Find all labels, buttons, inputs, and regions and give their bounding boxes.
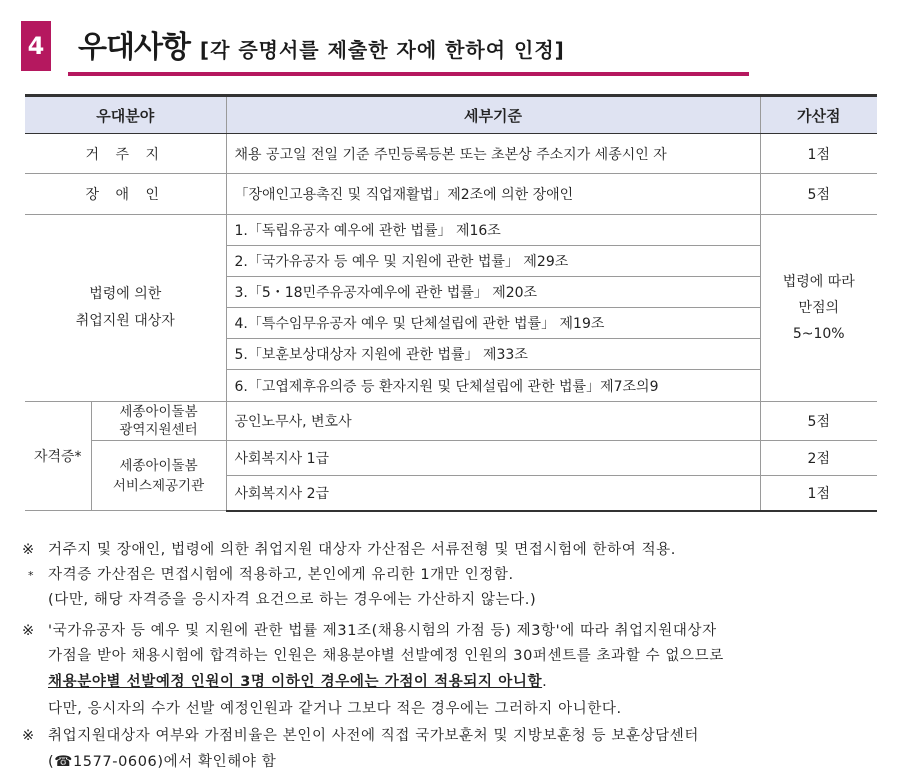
section-title: [78, 22, 565, 66]
certificate-category: 자격증*: [25, 402, 91, 511]
note-1: [22, 538, 676, 559]
law-item-6: 6.「고엽제후유의증 등 환자지원 및 단체설립에 관한 법률」제7조의9: [226, 370, 760, 402]
residence-criteria: 채용 공고일 전일 기준 주민등록등본 또는 초본상 주소지가 세종시인 자: [226, 134, 760, 174]
preference-table: [25, 94, 877, 512]
employment-points-line2: 만점의: [798, 300, 840, 316]
center1-criteria: 공인노무사, 변호사: [226, 402, 760, 441]
table-row: [25, 174, 877, 215]
note-4-mark: ※: [22, 728, 35, 744]
law-item-5: 5.「보훈보상대상자 지원에 관한 법률」 제33조: [226, 339, 760, 370]
header-criteria: 세부기준: [226, 96, 760, 134]
note-3c-bold: 채용분야별 선발예정 인원이 3명 이하인 경우에는 가점이 적용되지 아니함: [48, 674, 543, 690]
table-row: [25, 402, 877, 441]
note-2-text: 자격증 가산점은 면접시험에 적용하고, 본인에게 유리한 1개만 인정함.: [48, 567, 514, 583]
employment-support-category-line1: 법령에 의한: [89, 286, 162, 302]
note-4-text: 취업지원대상자 여부와 가점비율은 본인이 사전에 직접 국가보훈처 및 지방보훈청 등 보훈상담센터: [48, 728, 699, 744]
center1-line1: 세종아이돌봄: [119, 404, 198, 420]
note-3c: [48, 670, 547, 691]
center2-line1: 세종아이돌봄: [119, 457, 198, 474]
employment-support-category: [25, 215, 226, 402]
employment-support-points: [760, 215, 877, 402]
disabled-criteria: 「장애인고용촉진 및 직업재활법」제2조에 의한 장애인: [226, 174, 760, 215]
section-title-subtitle: [각 증명서를 제출한 자에 한하여 인정]: [199, 38, 565, 62]
note-2b: (다만, 해당 자격증을 응시자격 요건으로 하는 경우에는 가산하지 않는다.): [48, 592, 537, 608]
employment-points-line3: 5~10%: [792, 326, 845, 342]
law-item-2: 2.「국가유공자 등 예우 및 지원에 관한 법률」 제29조: [226, 246, 760, 277]
note-3d: 다만, 응시자의 수가 선발 예정인원과 같거나 그보다 적은 경우에는 그러하지 아니한다.: [48, 701, 622, 717]
note-3-mark: ※: [22, 623, 35, 639]
law-item-3: 3.「5・18민주유공자예우에 관한 법률」 제20조: [226, 277, 760, 308]
center2-row2-points: 1점: [760, 476, 877, 511]
note-3b: 가점을 받아 채용시험에 합격하는 인원은 채용분야별 선발예정 인원의 30퍼센트를 초과할 수 없으므로: [48, 648, 724, 664]
note-3-text: '국가유공자 등 예우 및 지원에 관한 법률 제31조(채용시험의 가점 등) 제3항'에 따라 취업지원대상자: [48, 623, 717, 639]
note-1-text: 거주지 및 장애인, 법령에 의한 취업지원 대상자 가산점은 서류전형 및 면접시험에 한하여 적용.: [48, 542, 676, 558]
note-4: [22, 724, 699, 745]
note-4b-open: (: [48, 754, 55, 770]
note-4b-text: 1577-0606)에서 확인해야 함: [72, 754, 277, 770]
disabled-points: 5점: [760, 174, 877, 215]
header-category: 우대분야: [25, 96, 226, 134]
note-2-mark: *: [28, 569, 35, 582]
note-1-mark: ※: [22, 542, 35, 558]
center1-line2: 광역지원센터: [119, 422, 198, 438]
center2-row2-criteria: 사회복지사 2급: [226, 476, 760, 511]
center2-line2: 서비스제공기관: [112, 477, 205, 494]
table-row: [25, 215, 877, 246]
title-underline: [68, 72, 749, 76]
section-number-badge: 4: [21, 21, 51, 71]
table-header-row: [25, 96, 877, 134]
center2-row1-points: 2점: [760, 441, 877, 476]
law-item-1: 1.「독립유공자 예우에 관한 법률」 제16조: [226, 215, 760, 246]
note-2: [28, 563, 514, 584]
law-item-4: 4.「특수임무유공자 예우 및 단체설립에 관한 법률」 제19조: [226, 308, 760, 339]
note-3: [22, 619, 717, 640]
phone-icon: ☎: [54, 754, 73, 770]
note-4b: [48, 750, 276, 771]
certificate-center2: [91, 441, 226, 511]
residence-category: 거 주 지: [25, 134, 226, 174]
table-row: [25, 134, 877, 174]
center2-row1-criteria: 사회복지사 1급: [226, 441, 760, 476]
section-title-main: 우대사항: [78, 30, 190, 65]
center1-points: 5점: [760, 402, 877, 441]
employment-support-category-line2: 취업지원 대상자: [75, 313, 175, 329]
residence-points: 1점: [760, 134, 877, 174]
header-points: 가산점: [760, 96, 877, 134]
table-row: [25, 441, 877, 476]
note-3c-end: .: [542, 674, 548, 690]
employment-points-line1: 법령에 따라: [782, 274, 855, 290]
disabled-category: 장 애 인: [25, 174, 226, 215]
certificate-center1: [91, 402, 226, 441]
